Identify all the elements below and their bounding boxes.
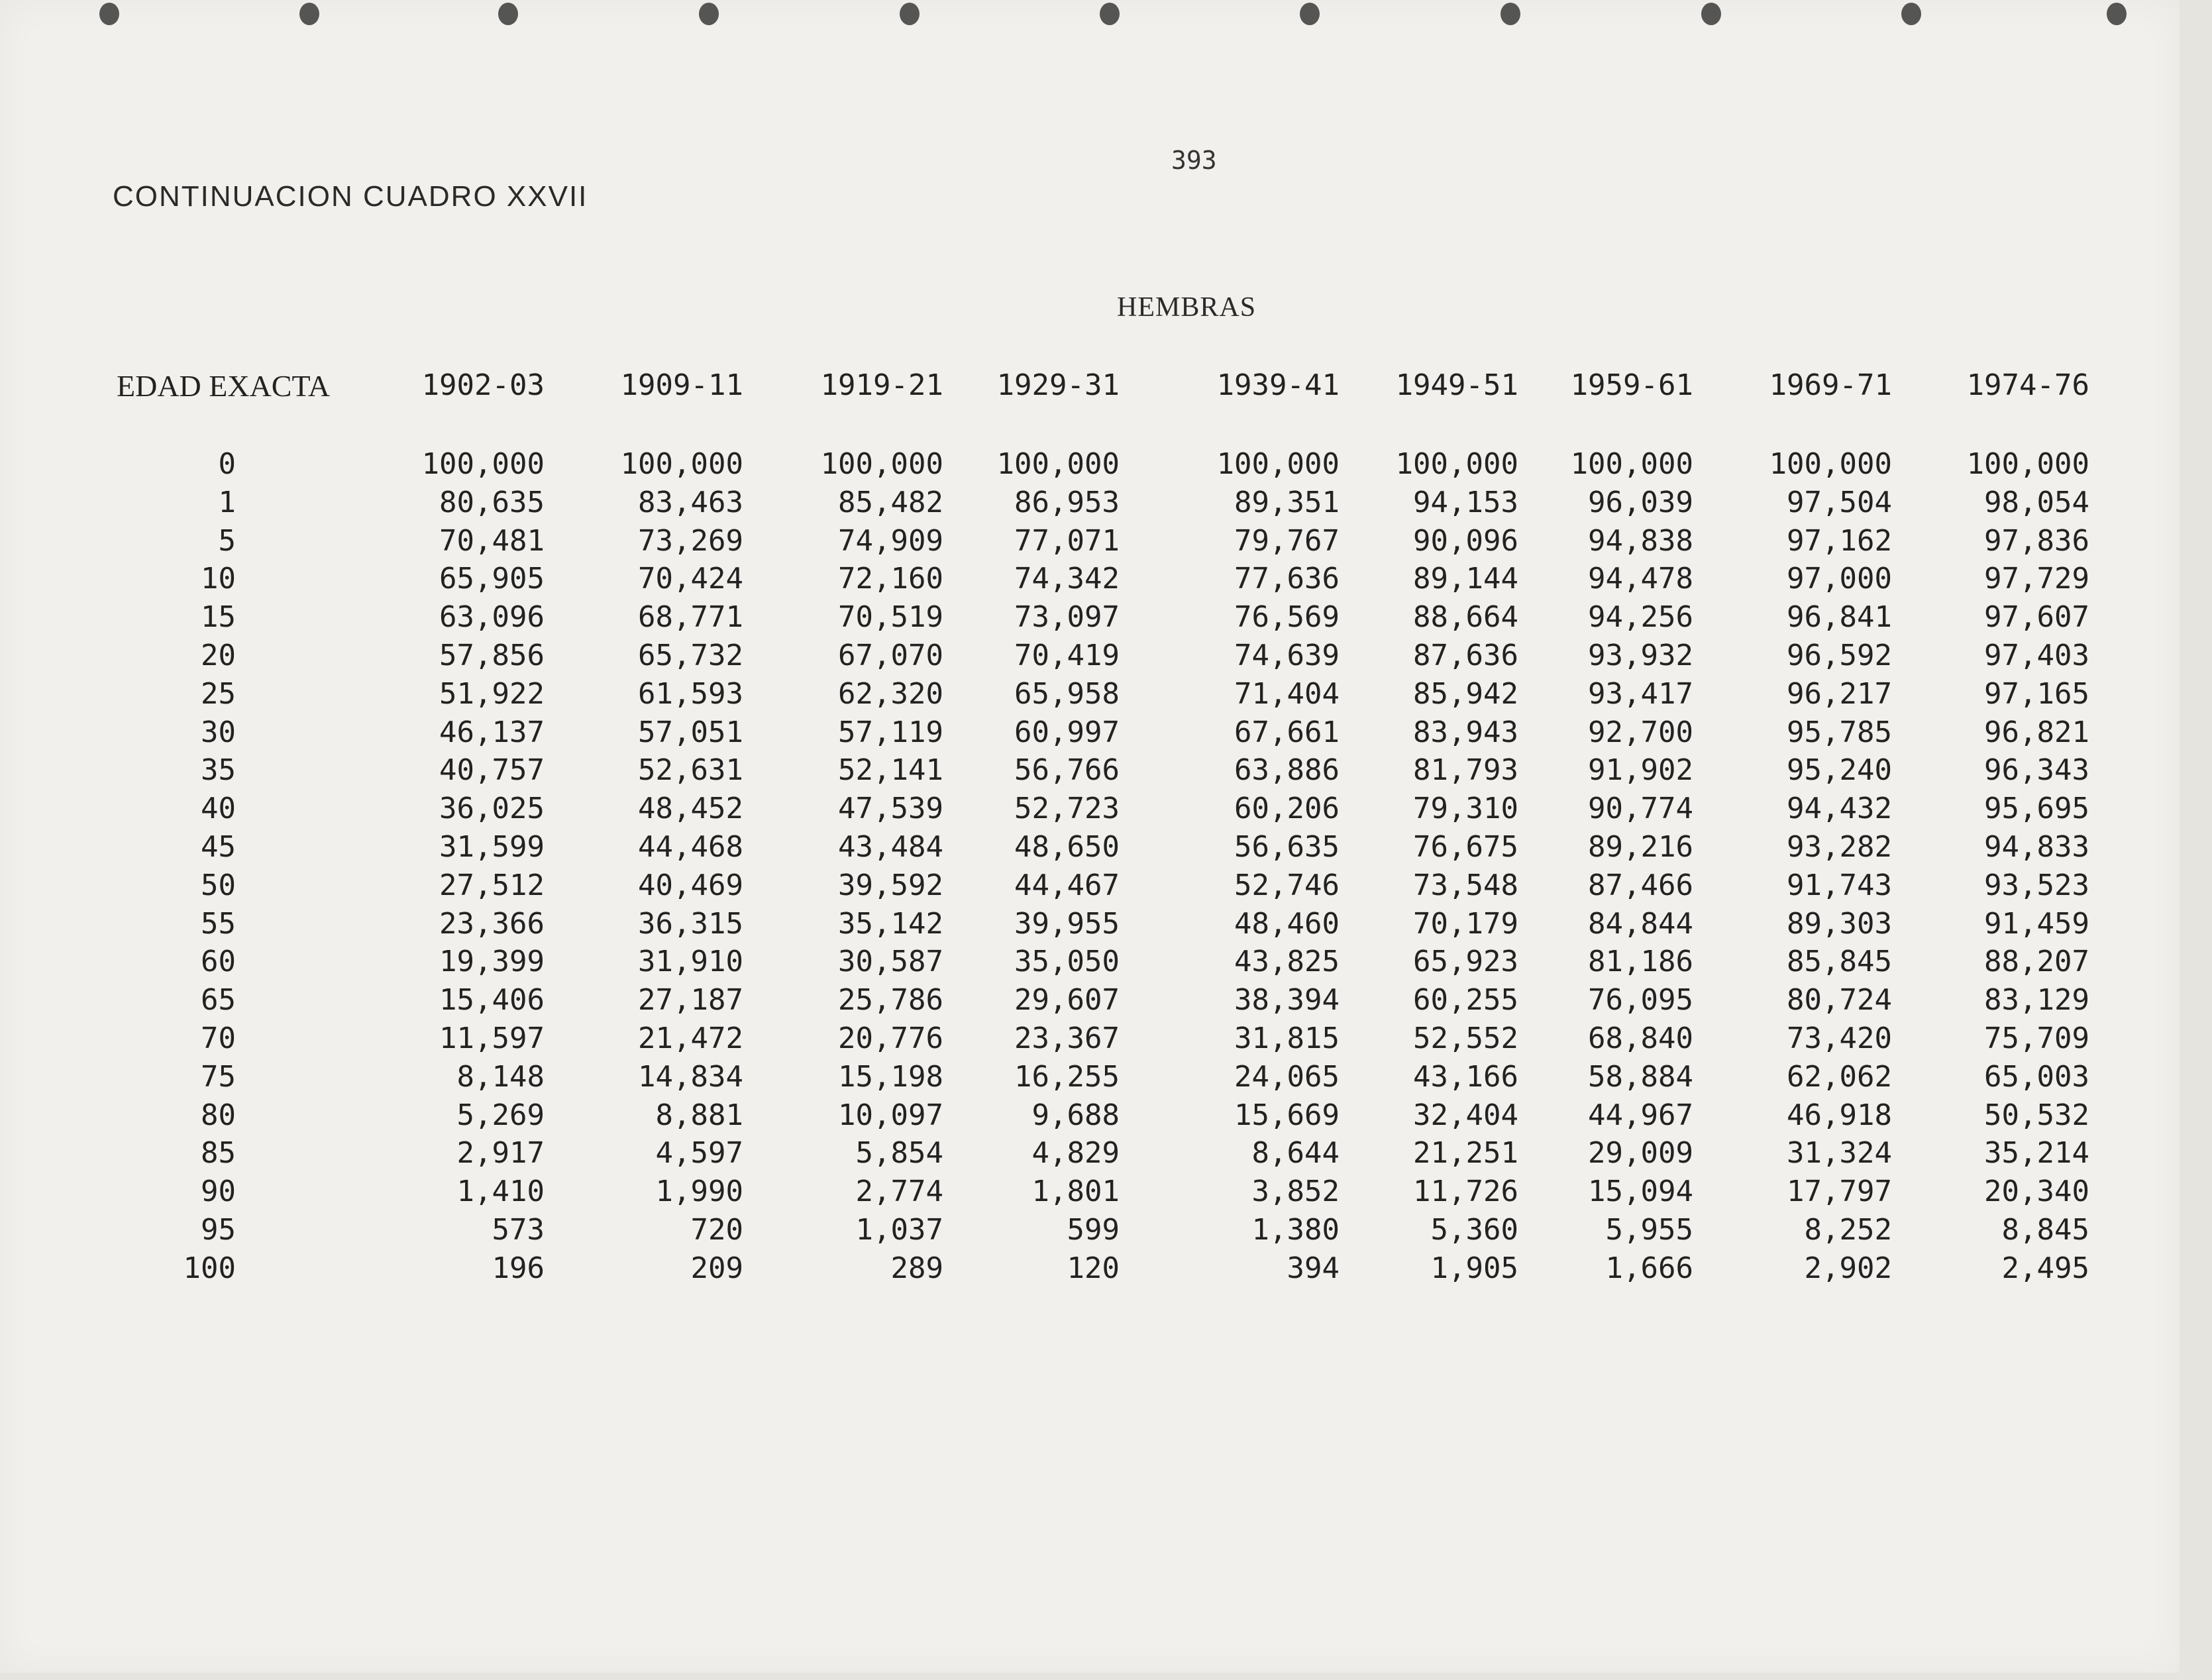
value-cell: 43,484 <box>838 829 943 864</box>
value-cell: 19,399 <box>439 945 545 979</box>
value-cell: 70,179 <box>1413 906 1518 941</box>
value-cell: 73,269 <box>638 523 743 558</box>
value-cell: 52,552 <box>1413 1021 1518 1055</box>
value-cell: 97,729 <box>1984 562 2089 596</box>
age-cell: 40 <box>201 792 236 826</box>
value-cell: 599 <box>1067 1212 1120 1247</box>
value-cell: 85,942 <box>1413 676 1518 711</box>
document-title: CONTINUACION CUADRO XXVII <box>113 180 588 213</box>
table-row <box>0 713 2180 752</box>
value-cell: 1,990 <box>655 1175 743 1209</box>
value-cell: 32,404 <box>1413 1098 1518 1132</box>
column-header: 1939-41 <box>1216 368 1340 402</box>
value-cell: 5,854 <box>855 1136 943 1171</box>
value-cell: 89,303 <box>1787 906 1892 941</box>
column-header: 1909-11 <box>620 368 743 402</box>
value-cell: 35,142 <box>838 906 943 941</box>
value-cell: 60,206 <box>1234 792 1340 826</box>
value-cell: 63,886 <box>1234 753 1340 788</box>
value-cell: 20,776 <box>838 1021 943 1055</box>
value-cell: 44,467 <box>1014 868 1120 902</box>
value-cell: 97,000 <box>1787 562 1892 596</box>
value-cell: 60,997 <box>1014 715 1120 749</box>
value-cell: 100,000 <box>996 447 1120 481</box>
value-cell: 30,587 <box>838 945 943 979</box>
value-cell: 77,071 <box>1014 523 1120 558</box>
value-cell: 81,793 <box>1413 753 1518 788</box>
age-cell: 35 <box>201 753 236 788</box>
value-cell: 57,119 <box>838 715 943 749</box>
value-cell: 62,062 <box>1787 1059 1892 1094</box>
value-cell: 2,917 <box>456 1136 545 1171</box>
value-cell: 8,881 <box>655 1098 743 1132</box>
value-cell: 89,144 <box>1413 562 1518 596</box>
value-cell: 43,825 <box>1234 945 1340 979</box>
value-cell: 100,000 <box>620 447 743 481</box>
age-cell: 85 <box>201 1136 236 1171</box>
table-row <box>0 1134 2180 1173</box>
value-cell: 29,607 <box>1014 983 1120 1018</box>
punch-hole <box>1300 3 1320 25</box>
value-cell: 100,000 <box>1966 447 2089 481</box>
value-cell: 31,599 <box>439 829 545 864</box>
value-cell: 31,910 <box>638 945 743 979</box>
value-cell: 91,743 <box>1787 868 1892 902</box>
value-cell: 85,482 <box>838 485 943 519</box>
age-cell: 25 <box>201 676 236 711</box>
value-cell: 35,050 <box>1014 945 1120 979</box>
value-cell: 8,845 <box>2001 1212 2089 1247</box>
value-cell: 24,065 <box>1234 1059 1340 1094</box>
table-row <box>0 790 2180 828</box>
column-header: 1929-31 <box>996 368 1120 402</box>
value-cell: 1,666 <box>1605 1251 1693 1285</box>
value-cell: 44,468 <box>638 829 743 864</box>
value-cell: 65,003 <box>1984 1059 2089 1094</box>
value-cell: 94,256 <box>1588 600 1693 635</box>
value-cell: 100,000 <box>421 447 545 481</box>
value-cell: 70,419 <box>1014 638 1120 672</box>
age-cell: 95 <box>201 1212 236 1247</box>
value-cell: 50,532 <box>1984 1098 2089 1132</box>
value-cell: 93,417 <box>1588 676 1693 711</box>
value-cell: 46,137 <box>439 715 545 749</box>
row-header-label: EDAD EXACTA <box>117 369 331 403</box>
value-cell: 720 <box>690 1212 743 1247</box>
value-cell: 93,932 <box>1588 638 1693 672</box>
value-cell: 120 <box>1067 1251 1120 1285</box>
age-cell: 60 <box>201 945 236 979</box>
value-cell: 84,844 <box>1588 906 1693 941</box>
value-cell: 47,539 <box>838 792 943 826</box>
value-cell: 40,469 <box>638 868 743 902</box>
value-cell: 87,636 <box>1413 638 1518 672</box>
value-cell: 70,424 <box>638 562 743 596</box>
age-cell: 100 <box>183 1251 236 1285</box>
value-cell: 97,403 <box>1984 638 2089 672</box>
table-row <box>0 675 2180 713</box>
value-cell: 100,000 <box>1769 447 1892 481</box>
value-cell: 3,852 <box>1251 1175 1340 1209</box>
value-cell: 68,840 <box>1588 1021 1693 1055</box>
section-header: HEMBRAS <box>1117 292 1257 323</box>
value-cell: 97,607 <box>1984 600 2089 635</box>
value-cell: 83,129 <box>1984 983 2089 1018</box>
value-cell: 56,766 <box>1014 753 1120 788</box>
value-cell: 89,351 <box>1234 485 1340 519</box>
age-cell: 55 <box>201 906 236 941</box>
table-row <box>0 905 2180 943</box>
value-cell: 100,000 <box>1395 447 1518 481</box>
value-cell: 68,771 <box>638 600 743 635</box>
age-cell: 10 <box>201 562 236 596</box>
value-cell: 35,214 <box>1984 1136 2089 1171</box>
value-cell: 90,774 <box>1588 792 1693 826</box>
value-cell: 15,669 <box>1234 1098 1340 1132</box>
value-cell: 2,774 <box>855 1175 943 1209</box>
value-cell: 73,097 <box>1014 600 1120 635</box>
punch-hole <box>900 3 920 25</box>
table-row <box>0 981 2180 1020</box>
value-cell: 15,198 <box>838 1059 943 1094</box>
value-cell: 91,459 <box>1984 906 2089 941</box>
value-cell: 81,186 <box>1588 945 1693 979</box>
age-cell: 1 <box>218 485 236 519</box>
value-cell: 74,909 <box>838 523 943 558</box>
value-cell: 65,958 <box>1014 676 1120 711</box>
value-cell: 1,801 <box>1031 1175 1120 1209</box>
value-cell: 29,009 <box>1588 1136 1693 1171</box>
value-cell: 39,592 <box>838 868 943 902</box>
value-cell: 86,953 <box>1014 485 1120 519</box>
value-cell: 95,785 <box>1787 715 1892 749</box>
value-cell: 85,845 <box>1787 945 1892 979</box>
page-number: 393 <box>1171 146 1217 175</box>
value-cell: 97,162 <box>1787 523 1892 558</box>
value-cell: 11,726 <box>1413 1175 1518 1209</box>
table-row <box>0 598 2180 637</box>
value-cell: 65,732 <box>638 638 743 672</box>
value-cell: 65,923 <box>1413 945 1518 979</box>
value-cell: 1,380 <box>1251 1212 1340 1247</box>
value-cell: 52,723 <box>1014 792 1120 826</box>
value-cell: 21,251 <box>1413 1136 1518 1171</box>
value-cell: 4,829 <box>1031 1136 1120 1171</box>
age-cell: 0 <box>218 447 236 481</box>
value-cell: 96,343 <box>1984 753 2089 788</box>
value-cell: 88,207 <box>1984 945 2089 979</box>
table-row <box>0 943 2180 981</box>
column-header: 1969-71 <box>1769 368 1892 402</box>
value-cell: 209 <box>690 1251 743 1285</box>
punch-hole <box>498 3 518 25</box>
value-cell: 80,635 <box>439 485 545 519</box>
value-cell: 96,039 <box>1588 485 1693 519</box>
value-cell: 88,664 <box>1413 600 1518 635</box>
table-row <box>0 1249 2180 1288</box>
value-cell: 27,512 <box>439 868 545 902</box>
table-row <box>0 522 2180 560</box>
value-cell: 8,252 <box>1804 1212 1892 1247</box>
value-cell: 87,466 <box>1588 868 1693 902</box>
value-cell: 97,836 <box>1984 523 2089 558</box>
value-cell: 96,217 <box>1787 676 1892 711</box>
value-cell: 289 <box>890 1251 943 1285</box>
value-cell: 5,269 <box>456 1098 545 1132</box>
age-cell: 75 <box>201 1059 236 1094</box>
value-cell: 39,955 <box>1014 906 1120 941</box>
table-row <box>0 637 2180 675</box>
value-cell: 4,597 <box>655 1136 743 1171</box>
age-cell: 65 <box>201 983 236 1018</box>
value-cell: 52,631 <box>638 753 743 788</box>
value-cell: 97,504 <box>1787 485 1892 519</box>
value-cell: 75,709 <box>1984 1021 2089 1055</box>
punch-hole <box>299 3 319 25</box>
value-cell: 2,495 <box>2001 1251 2089 1285</box>
value-cell: 96,821 <box>1984 715 2089 749</box>
punch-hole <box>2107 3 2127 25</box>
value-cell: 89,216 <box>1588 829 1693 864</box>
value-cell: 15,094 <box>1588 1175 1693 1209</box>
value-cell: 76,095 <box>1588 983 1693 1018</box>
value-cell: 20,340 <box>1984 1175 2089 1209</box>
value-cell: 71,404 <box>1234 676 1340 711</box>
value-cell: 80,724 <box>1787 983 1892 1018</box>
value-cell: 25,786 <box>838 983 943 1018</box>
age-cell: 50 <box>201 868 236 902</box>
column-header: 1959-61 <box>1570 368 1693 402</box>
value-cell: 44,967 <box>1588 1098 1693 1132</box>
value-cell: 72,160 <box>838 562 943 596</box>
value-cell: 70,519 <box>838 600 943 635</box>
value-cell: 40,757 <box>439 753 545 788</box>
value-cell: 95,695 <box>1984 792 2089 826</box>
value-cell: 52,141 <box>838 753 943 788</box>
punch-hole <box>699 3 719 25</box>
value-cell: 14,834 <box>638 1059 743 1094</box>
value-cell: 63,096 <box>439 600 545 635</box>
value-cell: 65,905 <box>439 562 545 596</box>
table-row <box>0 484 2180 522</box>
punch-hole <box>1701 3 1721 25</box>
value-cell: 48,452 <box>638 792 743 826</box>
age-cell: 5 <box>218 523 236 558</box>
value-cell: 5,360 <box>1430 1212 1518 1247</box>
value-cell: 74,639 <box>1234 638 1340 672</box>
punch-hole <box>1501 3 1520 25</box>
table-row <box>0 1058 2180 1096</box>
value-cell: 76,569 <box>1234 600 1340 635</box>
column-header: 1919-21 <box>820 368 943 402</box>
value-cell: 31,324 <box>1787 1136 1892 1171</box>
value-cell: 36,315 <box>638 906 743 941</box>
value-cell: 74,342 <box>1014 562 1120 596</box>
value-cell: 79,767 <box>1234 523 1340 558</box>
value-cell: 73,548 <box>1413 868 1518 902</box>
punch-hole <box>1100 3 1120 25</box>
age-cell: 70 <box>201 1021 236 1055</box>
value-cell: 76,675 <box>1413 829 1518 864</box>
value-cell: 51,922 <box>439 676 545 711</box>
table-row <box>0 1096 2180 1135</box>
value-cell: 36,025 <box>439 792 545 826</box>
value-cell: 93,523 <box>1984 868 2089 902</box>
age-cell: 15 <box>201 600 236 635</box>
value-cell: 48,460 <box>1234 906 1340 941</box>
table-row <box>0 1173 2180 1211</box>
value-cell: 8,148 <box>456 1059 545 1094</box>
age-cell: 20 <box>201 638 236 672</box>
value-cell: 394 <box>1287 1251 1340 1285</box>
value-cell: 56,635 <box>1234 829 1340 864</box>
age-cell: 90 <box>201 1175 236 1209</box>
column-header: 1949-51 <box>1395 368 1518 402</box>
age-cell: 80 <box>201 1098 236 1132</box>
value-cell: 9,688 <box>1031 1098 1120 1132</box>
value-cell: 23,366 <box>439 906 545 941</box>
value-cell: 91,902 <box>1588 753 1693 788</box>
column-header: 1974-76 <box>1966 368 2089 402</box>
value-cell: 90,096 <box>1413 523 1518 558</box>
value-cell: 21,472 <box>638 1021 743 1055</box>
value-cell: 5,955 <box>1605 1212 1693 1247</box>
table-row <box>0 1020 2180 1058</box>
value-cell: 17,797 <box>1787 1175 1892 1209</box>
value-cell: 57,051 <box>638 715 743 749</box>
value-cell: 196 <box>492 1251 545 1285</box>
value-cell: 58,884 <box>1588 1059 1693 1094</box>
value-cell: 94,153 <box>1413 485 1518 519</box>
value-cell: 94,838 <box>1588 523 1693 558</box>
value-cell: 61,593 <box>638 676 743 711</box>
value-cell: 92,700 <box>1588 715 1693 749</box>
life-table <box>0 445 2180 1288</box>
value-cell: 16,255 <box>1014 1059 1120 1094</box>
age-cell: 45 <box>201 829 236 864</box>
value-cell: 79,310 <box>1413 792 1518 826</box>
value-cell: 83,463 <box>638 485 743 519</box>
value-cell: 73,420 <box>1787 1021 1892 1055</box>
table-row <box>0 560 2180 598</box>
table-row <box>0 866 2180 905</box>
value-cell: 94,432 <box>1787 792 1892 826</box>
value-cell: 1,410 <box>456 1175 545 1209</box>
value-cell: 46,918 <box>1787 1098 1892 1132</box>
value-cell: 1,037 <box>855 1212 943 1247</box>
age-cell: 30 <box>201 715 236 749</box>
table-row <box>0 828 2180 866</box>
value-cell: 10,097 <box>838 1098 943 1132</box>
value-cell: 15,406 <box>439 983 545 1018</box>
column-header: 1902-03 <box>421 368 545 402</box>
value-cell: 23,367 <box>1014 1021 1120 1055</box>
punch-hole <box>1901 3 1921 25</box>
value-cell: 96,592 <box>1787 638 1892 672</box>
value-cell: 100,000 <box>1216 447 1340 481</box>
value-cell: 98,054 <box>1984 485 2089 519</box>
value-cell: 97,165 <box>1984 676 2089 711</box>
value-cell: 62,320 <box>838 676 943 711</box>
value-cell: 2,902 <box>1804 1251 1892 1285</box>
value-cell: 96,841 <box>1787 600 1892 635</box>
value-cell: 573 <box>492 1212 545 1247</box>
value-cell: 57,856 <box>439 638 545 672</box>
value-cell: 67,661 <box>1234 715 1340 749</box>
value-cell: 48,650 <box>1014 829 1120 864</box>
value-cell: 83,943 <box>1413 715 1518 749</box>
value-cell: 27,187 <box>638 983 743 1018</box>
value-cell: 11,597 <box>439 1021 545 1055</box>
value-cell: 60,255 <box>1413 983 1518 1018</box>
value-cell: 100,000 <box>820 447 943 481</box>
punch-hole <box>99 3 119 25</box>
value-cell: 8,644 <box>1251 1136 1340 1171</box>
value-cell: 93,282 <box>1787 829 1892 864</box>
value-cell: 100,000 <box>1570 447 1693 481</box>
value-cell: 94,833 <box>1984 829 2089 864</box>
value-cell: 77,636 <box>1234 562 1340 596</box>
value-cell: 67,070 <box>838 638 943 672</box>
value-cell: 43,166 <box>1413 1059 1518 1094</box>
table-row <box>0 445 2180 484</box>
table-row <box>0 751 2180 790</box>
value-cell: 1,905 <box>1430 1251 1518 1285</box>
value-cell: 94,478 <box>1588 562 1693 596</box>
table-row <box>0 1211 2180 1249</box>
value-cell: 38,394 <box>1234 983 1340 1018</box>
value-cell: 95,240 <box>1787 753 1892 788</box>
value-cell: 52,746 <box>1234 868 1340 902</box>
value-cell: 70,481 <box>439 523 545 558</box>
value-cell: 31,815 <box>1234 1021 1340 1055</box>
